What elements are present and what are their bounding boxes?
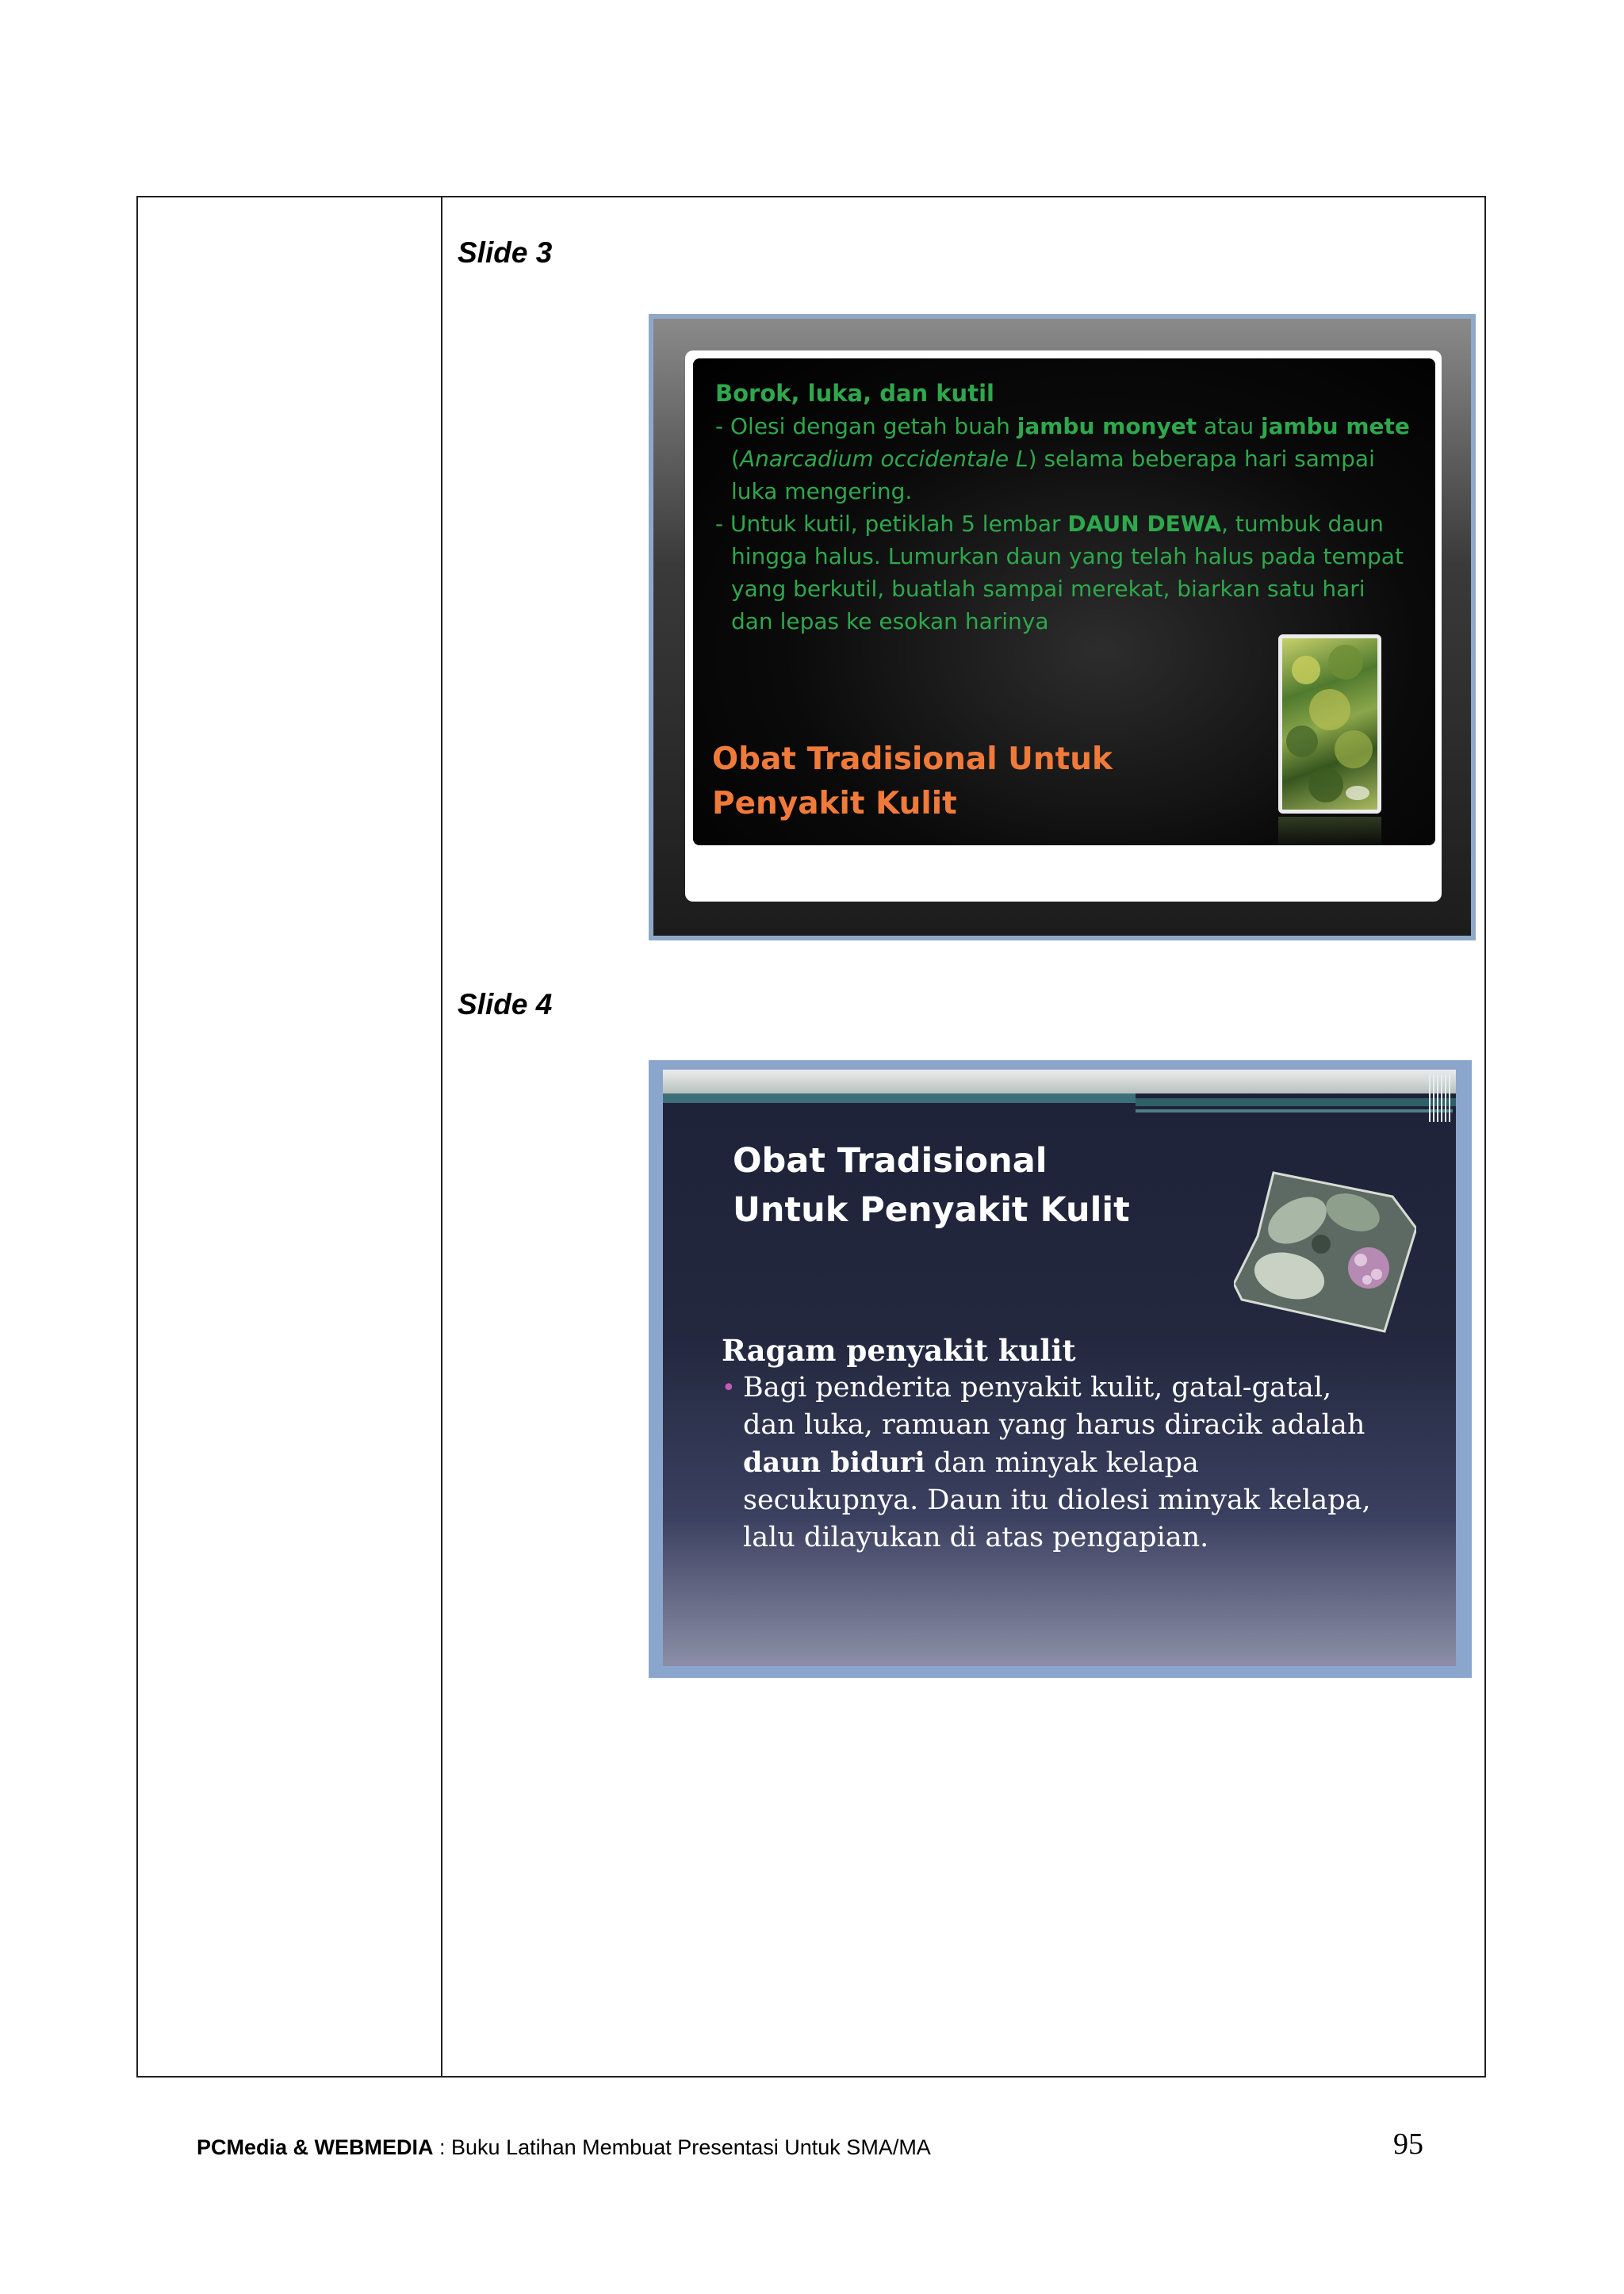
table-column-divider [441,196,442,2078]
slide-3-body [715,377,1413,638]
slide-4-subheading: Ragam penyakit kulit [722,1333,1076,1368]
slide-4-background [663,1070,1456,1666]
slide-3-label: Slide 3 [458,236,553,269]
flower-photo-icon [1234,1165,1416,1339]
plant-photo-icon [1278,634,1381,814]
slide-4-teal-stripe [663,1093,1136,1103]
slide-3-bullet-2: - Untuk kutil, petiklah 5 lembar DAUN DEWA, tumbuk daun hingga halus. Lumurkan daun yang telah halus pada tempat yang berkutil, buatlah sampai merekat, biarkan satu hari dan lepas ke esokan harinya [715,511,1404,634]
bullet-dot-icon: • [722,1374,736,1402]
slide-3-bullet-1: - Olesi dengan getah buah jambu monyet atau jambu mete (Anarcadium occidentale L) selama beberapa hari sampai luka mengering. [715,413,1410,504]
slide-4-top-bar [663,1070,1456,1093]
slide-3-heading: Borok, luka, dan kutil [715,380,994,407]
slide-3-thumbnail [649,314,1476,940]
slide-4-title: Obat Tradisional Untuk Penyakit Kulit [733,1141,1130,1230]
slide-4-teal-stripe [1136,1098,1456,1106]
slide-4-thumbnail [649,1060,1472,1678]
slide-4-vertical-lines [1429,1074,1453,1122]
page-footer: PCMedia & WEBMEDIA : Buku Latihan Membuat Presentasi Untuk SMA/MA [197,2135,931,2159]
slide-3-title: Obat Tradisional Untuk Penyakit Kulit [712,741,1113,821]
slide-4-teal-stripe [1136,1109,1453,1113]
slide-4-label: Slide 4 [458,988,553,1021]
slide-4-bullet: • Bagi penderita penyakit kulit, gatal-gatal, dan luka, ramuan yang harus diracik adalah daun biduri dan minyak kelapa secukupnya. Daun itu diolesi minyak kelapa, lalu dilayukan di atas pengapian. [722,1369,1380,1557]
slide-3-dark-panel [693,358,1435,845]
plant-photo-reflection [1278,817,1381,845]
page-number: 95 [1393,2127,1423,2161]
